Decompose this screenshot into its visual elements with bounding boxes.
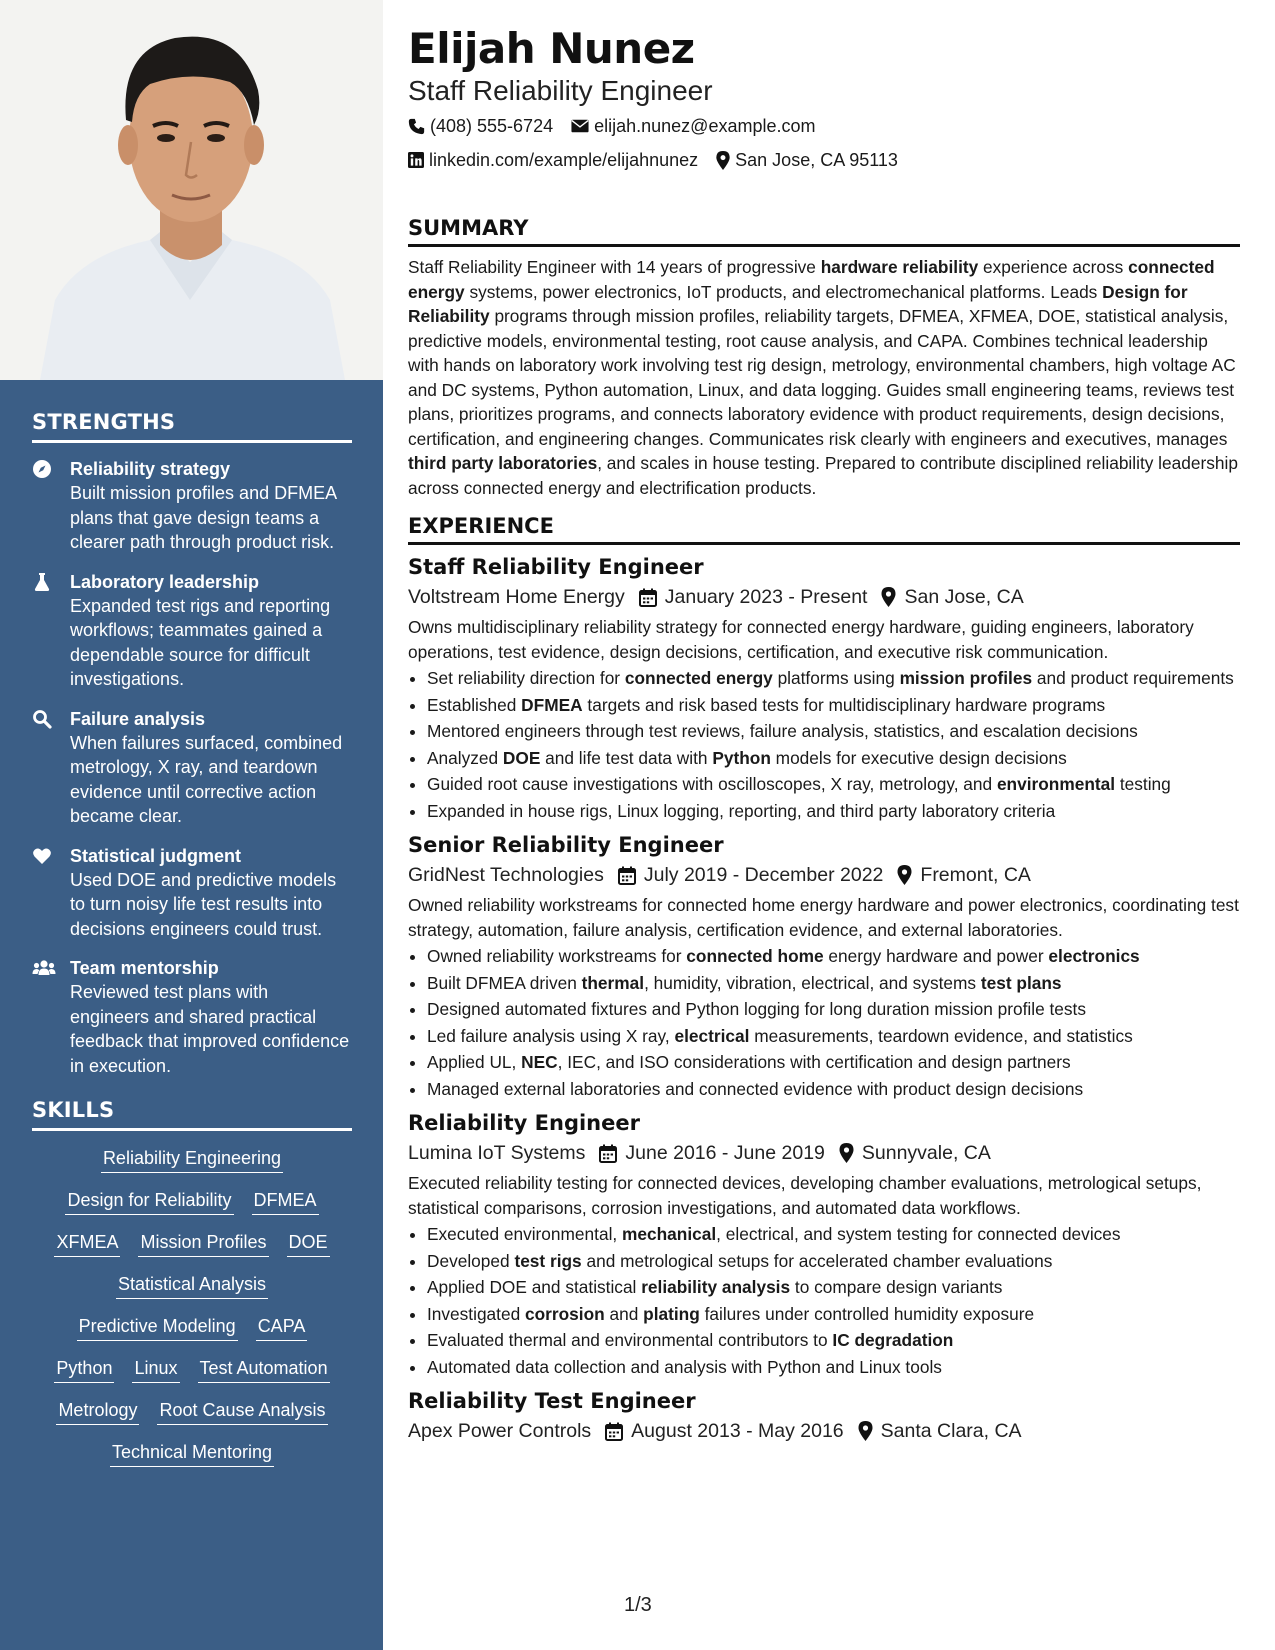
job-bullet: • Developed test rigs and metrological setups for accelerated chamber evaluations — [427, 1249, 1240, 1274]
profile-photo — [0, 0, 383, 380]
experience-list — [408, 553, 1240, 1447]
job-bullet: • Applied DOE and statistical reliability analysis to compare design variants — [427, 1275, 1240, 1300]
job-bullet: • Established DFMEA targets and risk based tests for multidisciplinary hardware programs — [427, 693, 1240, 718]
location-pin-icon — [839, 1143, 854, 1163]
job-bullet: • Designed automated fixtures and Python logging for long duration mission profile tests — [427, 997, 1240, 1022]
job-entry — [408, 553, 1240, 823]
strength-description: When failures surfaced, combined metrology, X ray, and teardown evidence until corrective action became clear. — [70, 732, 343, 826]
job-meta — [408, 581, 1240, 613]
strength-item — [32, 844, 352, 942]
job-description: Owned reliability workstreams for connected home energy hardware and power electronics, coordinating test strategy, automation, failure analysis, certification evidence, and external laboratories. — [408, 895, 1239, 940]
strength-item — [32, 570, 352, 692]
skill-tag: Root Cause Analysis — [157, 1397, 327, 1425]
strength-description: Reviewed test plans with engineers and shared practical feedback that improved confidence in execution. — [70, 982, 350, 1076]
job-title: Senior Reliability Engineer — [408, 833, 724, 857]
location-pin-icon — [716, 151, 730, 170]
skills-row — [32, 1355, 352, 1383]
summary-heading: SUMMARY — [408, 216, 1240, 247]
job-company: Voltstream Home Energy — [408, 586, 625, 608]
job-company: Apex Power Controls — [408, 1420, 592, 1442]
phone-icon — [408, 118, 425, 135]
job-location: Santa Clara, CA — [858, 1415, 1022, 1447]
job-bullet: • Mentored engineers through test reviews, failure analysis, statistics, and escalation decisions — [427, 719, 1240, 744]
skills-row — [32, 1439, 352, 1467]
job-description: Executed reliability testing for connected devices, developing chamber evaluations, metrological setups, statistical comparisons, corrosion investigations, and automated data workflows. — [408, 1173, 1202, 1218]
location-contact — [716, 144, 898, 176]
location-text: San Jose, CA 95113 — [735, 150, 898, 170]
skill-tag: DOE — [287, 1229, 330, 1257]
search-icon — [32, 707, 70, 829]
job-title: Staff Reliability Engineer — [408, 555, 704, 579]
skill-tag: Design for Reliability — [65, 1187, 233, 1215]
job-entry — [408, 1109, 1240, 1379]
strength-title: Failure analysis — [70, 708, 206, 729]
users-icon — [32, 956, 70, 1078]
summary-text: Staff Reliability Engineer with 14 years of progressive hardware reliability experience across connected energy systems, power electronics, IoT products, and electromechanical platforms. Leads Design for Reliability programs through mission profiles, reliability targets, DFMEA, XFMEA, DOE, statistical analysis, predictive models, environmental testing, root cause analysis, and CAPA. Combines technical leadership with hands on laboratory work involving test rig design, metrology, environmental chambers, high voltage AC and DC systems, Python automation, Linux, and data logging. Guides small engineering teams, reviews test plans, prioritizes programs, and connects laboratory evidence with product requirements, design decisions, certification, and engineering changes. Communicates risk clearly with engineers and executives, manages third party laboratories, and scales in house testing. Prepared to contribute disciplined reliability leadership across connected energy and electrification products. — [408, 257, 1238, 498]
portrait-image — [0, 0, 383, 380]
linkedin-icon — [408, 152, 424, 168]
job-bullet: • Expanded in house rigs, Linux logging, reporting, and third party laboratory criteria — [427, 799, 1240, 824]
strength-title: Laboratory leadership — [70, 571, 260, 592]
page-number: 1/3 — [624, 1594, 652, 1616]
skills-row — [32, 1145, 352, 1173]
skill-tag: Predictive Modeling — [77, 1313, 238, 1341]
job-entry — [408, 1387, 1240, 1447]
strength-description: Used DOE and predictive models to turn noisy life test results into decisions engineers could trust. — [70, 869, 337, 939]
job-title: Reliability Test Engineer — [408, 1389, 696, 1413]
job-bullets — [408, 666, 1240, 823]
skill-tag: Statistical Analysis — [116, 1271, 268, 1299]
calendar-icon — [639, 588, 657, 607]
job-location: Sunnyvale, CA — [839, 1137, 991, 1169]
job-title: Reliability Engineer — [408, 1111, 640, 1135]
job-bullet: • Owned reliability workstreams for connected home energy hardware and power electronics — [427, 944, 1240, 969]
job-description: Owns multidisciplinary reliability strategy for connected energy hardware, guiding engineers, laboratory operations, test evidence, design decisions, certification, and executive risk communication. — [408, 617, 1194, 662]
calendar-icon — [605, 1422, 623, 1441]
job-bullet: • Led failure analysis using X ray, electrical measurements, teardown evidence, and statistics — [427, 1024, 1240, 1049]
job-dates: June 2016 - June 2019 — [599, 1137, 825, 1169]
skill-tag: Technical Mentoring — [110, 1439, 274, 1467]
job-bullets — [408, 1222, 1240, 1379]
flask-icon — [32, 570, 70, 692]
strength-item — [32, 956, 352, 1078]
compass-icon — [32, 457, 70, 555]
job-bullet: • Investigated corrosion and plating failures under controlled humidity exposure — [427, 1302, 1240, 1327]
email-address: elijah.nunez@example.com — [594, 116, 816, 136]
job-bullet: • Automated data collection and analysis with Python and Linux tools — [427, 1355, 1240, 1380]
main-content — [408, 24, 1240, 1447]
job-location: Fremont, CA — [897, 859, 1031, 891]
job-bullet: • Executed environmental, mechanical, electrical, and system testing for connected devices — [427, 1222, 1240, 1247]
job-meta — [408, 1137, 1240, 1169]
email-icon — [571, 119, 589, 133]
skill-tag: CAPA — [256, 1313, 308, 1341]
strength-title: Statistical judgment — [70, 845, 242, 866]
strength-item — [32, 707, 352, 829]
strength-title: Reliability strategy — [70, 459, 231, 479]
job-dates: January 2023 - Present — [639, 581, 868, 613]
skill-tag: Test Automation — [198, 1355, 330, 1383]
job-company: GridNest Technologies — [408, 864, 604, 886]
strengths-heading: STRENGTHS — [32, 410, 352, 443]
skills-heading: SKILLS — [32, 1098, 352, 1131]
skills-row — [32, 1313, 352, 1341]
location-pin-icon — [897, 865, 912, 885]
skill-tag: Metrology — [56, 1397, 139, 1425]
job-bullet: • Analyzed DOE and life test data with Python models for executive design decisions — [427, 746, 1240, 771]
job-bullet: • Applied UL, NEC, IEC, and ISO considerations with certification and design partners — [427, 1050, 1240, 1075]
calendar-icon — [599, 1144, 617, 1163]
job-meta — [408, 859, 1240, 891]
skill-tag: Python — [54, 1355, 114, 1383]
location-pin-icon — [881, 587, 896, 607]
linkedin-url: linkedin.com/example/elijahnunez — [429, 150, 699, 170]
candidate-title: Staff Reliability Engineer — [408, 75, 713, 106]
email-contact — [571, 110, 815, 142]
job-dates: July 2019 - December 2022 — [618, 859, 884, 891]
sidebar — [0, 0, 383, 1650]
phone-number: (408) 555-6724 — [430, 116, 554, 136]
job-dates: August 2013 - May 2016 — [605, 1415, 843, 1447]
job-bullet: • Evaluated thermal and environmental contributors to IC degradation — [427, 1328, 1240, 1353]
skills-row — [32, 1397, 352, 1425]
linkedin-contact — [408, 144, 698, 176]
phone-contact — [408, 110, 553, 142]
job-bullet: • Set reliability direction for connected energy platforms using mission profiles and product requirements — [427, 666, 1240, 691]
contact-row — [408, 110, 1240, 142]
skills-row — [32, 1187, 352, 1215]
job-company: Lumina IoT Systems — [408, 1142, 586, 1164]
job-bullets — [408, 944, 1240, 1101]
job-meta — [408, 1415, 1240, 1447]
calendar-icon — [618, 866, 636, 885]
job-location: San Jose, CA — [881, 581, 1023, 613]
strength-description: Built mission profiles and DFMEA plans that gave design teams a clearer path through product risk. — [70, 483, 337, 552]
strength-item — [32, 457, 352, 555]
contact-row — [408, 144, 1240, 176]
skills-row — [32, 1229, 352, 1257]
heart-icon — [32, 844, 70, 942]
location-pin-icon — [858, 1421, 873, 1441]
candidate-name: Elijah Nunez — [408, 24, 695, 73]
job-entry — [408, 831, 1240, 1101]
job-bullet: • Built DFMEA driven thermal, humidity, vibration, electrical, and systems test plans — [427, 971, 1240, 996]
skill-tag: DFMEA — [252, 1187, 319, 1215]
strength-title: Team mentorship — [70, 958, 219, 978]
skills-row — [32, 1271, 352, 1299]
skill-tag: Linux — [132, 1355, 179, 1383]
skill-tag: Reliability Engineering — [101, 1145, 283, 1173]
strength-description: Expanded test rigs and reporting workflows; teammates gained a dependable source for difficult investigations. — [70, 595, 331, 689]
experience-heading: EXPERIENCE — [408, 514, 1240, 545]
skill-tag: XFMEA — [54, 1229, 120, 1257]
skill-tag: Mission Profiles — [138, 1229, 268, 1257]
job-bullet: • Guided root cause investigations with oscilloscopes, X ray, metrology, and environmental testing — [427, 772, 1240, 797]
job-bullet: • Managed external laboratories and connected evidence with product design decisions — [427, 1077, 1240, 1102]
